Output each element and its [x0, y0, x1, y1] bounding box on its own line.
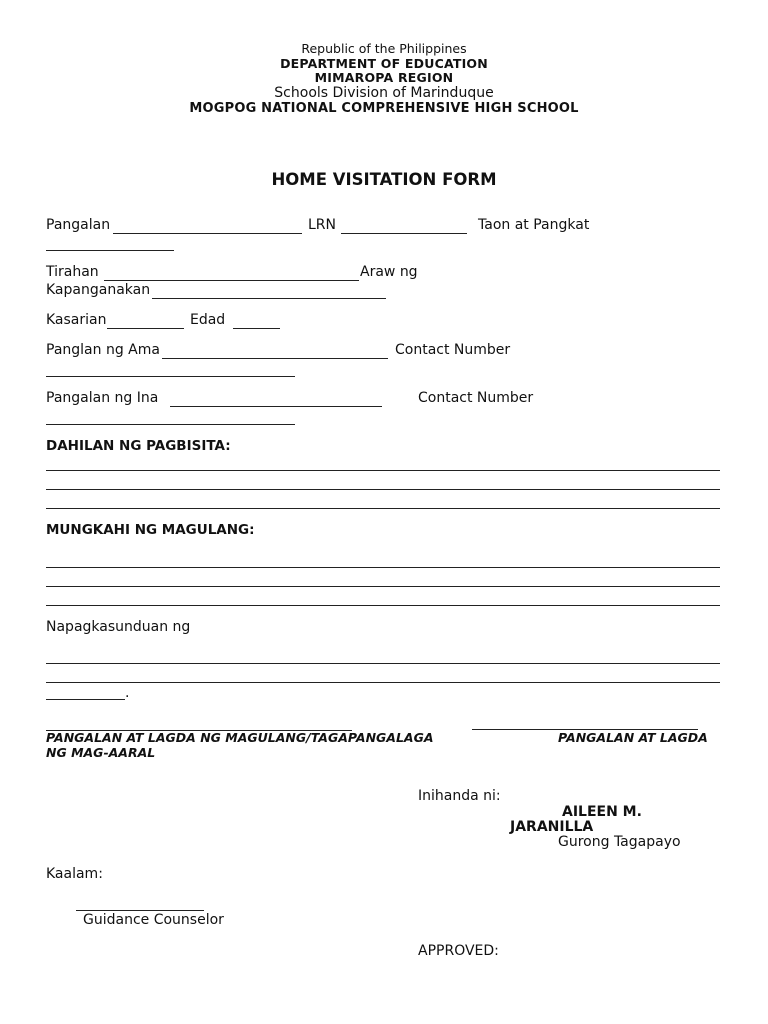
napagkasunduan-label: Napagkasunduan ng [46, 619, 191, 635]
tirahan-label: Tirahan [46, 264, 99, 280]
kasarian-line[interactable] [107, 328, 184, 329]
kapanganakan-label: Kapanganakan [46, 282, 151, 298]
header-school: MOGPOG NATIONAL COMPREHENSIVE HIGH SCHOOL [189, 101, 579, 116]
ama-label: Panglan ng Ama [46, 342, 160, 358]
counselor-position: Guidance Counselor [83, 912, 224, 928]
dahilan-line[interactable] [46, 489, 720, 490]
header-republic: Republic of the Philippines [301, 41, 467, 56]
ama-line[interactable] [162, 358, 388, 359]
araw-ng-label: Araw ng [360, 264, 418, 280]
kapanganakan-line[interactable] [152, 298, 386, 299]
pangalan-label: Pangalan [46, 217, 111, 233]
edad-line[interactable] [233, 328, 280, 329]
dahilan-line[interactable] [46, 470, 720, 471]
ina-label: Pangalan ng Ina [46, 390, 159, 406]
lrn-label: LRN [308, 217, 336, 233]
kasarian-label: Kasarian [46, 312, 107, 328]
header-department: DEPARTMENT OF EDUCATION [280, 56, 488, 71]
pangalan-line[interactable] [113, 233, 302, 234]
ina-contact-line[interactable] [46, 424, 295, 425]
counselor-signature-line[interactable] [76, 910, 204, 911]
napagkasunduan-line[interactable] [46, 663, 720, 664]
parent-signature-label: PANGALAN AT LAGDA NG MAGULANG/TAGAPANGALAGA [46, 730, 434, 745]
header-division: Schools Division of Marinduque [274, 85, 494, 101]
mungkahi-line[interactable] [46, 586, 720, 587]
taon-pangkat-label: Taon at Pangkat [478, 217, 590, 233]
tirahan-line[interactable] [104, 280, 359, 281]
student-signature-label: PANGALAN AT LAGDA [558, 730, 708, 745]
edad-label: Edad [190, 312, 226, 328]
kaalam-label: Kaalam: [46, 866, 103, 882]
approved-label: APPROVED: [418, 943, 499, 959]
napagkasunduan-line[interactable] [46, 682, 720, 683]
prepared-name-2: JARANILLA [510, 819, 594, 835]
ama-contact-label: Contact Number [395, 342, 511, 358]
form-title: HOME VISITATION FORM [271, 170, 497, 189]
prepared-label: Inihanda ni: [418, 788, 501, 804]
ina-contact-label: Contact Number [418, 390, 534, 406]
lrn-line[interactable] [341, 233, 467, 234]
ina-line[interactable] [170, 406, 382, 407]
napagkasunduan-period: . [125, 685, 130, 701]
prepared-position: Gurong Tagapayo [558, 834, 681, 850]
mungkahi-heading: MUNGKAHI NG MAGULANG: [46, 522, 255, 538]
napagkasunduan-line-short[interactable] [46, 699, 125, 700]
dahilan-heading: DAHILAN NG PAGBISITA: [46, 438, 231, 454]
header-region: MIMAROPA REGION [314, 70, 454, 85]
taon-pangkat-line[interactable] [46, 250, 174, 251]
dahilan-line[interactable] [46, 508, 720, 509]
ama-contact-line[interactable] [46, 376, 295, 377]
mungkahi-line[interactable] [46, 567, 720, 568]
prepared-name-1: AILEEN M. [562, 804, 642, 820]
parent-signature-label-2: NG MAG-AARAL [46, 745, 156, 760]
mungkahi-line[interactable] [46, 605, 720, 606]
